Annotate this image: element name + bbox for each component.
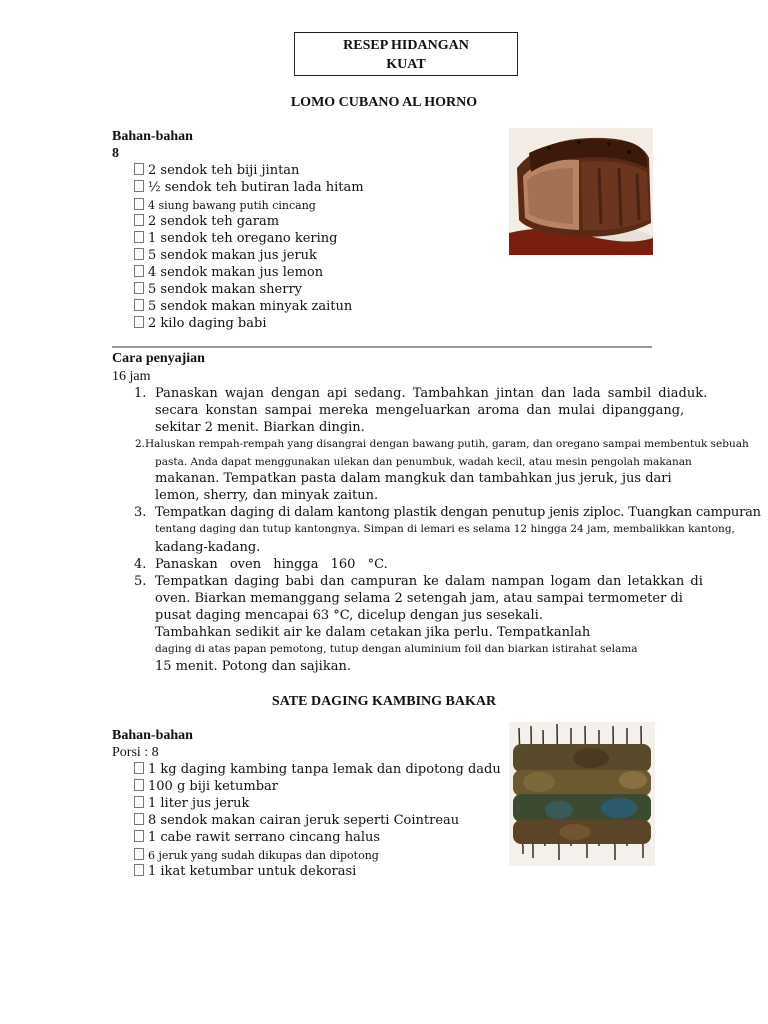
checkbox-icon <box>134 864 144 876</box>
step-text: lemon, sherry, dan minyak zaitun. <box>155 488 379 503</box>
ingredient-item: 1 sendok teh oregano kering <box>134 231 338 246</box>
recipe2-servings: Porsi : 8 <box>112 745 159 760</box>
step-text: Panaskan oven hingga 160 °C. <box>155 557 388 572</box>
step-text: Tempatkan daging di dalam kantong plastik dengan penutup jenis ziploc. Tuangkan campuran <box>155 505 761 520</box>
ingredient-item: 2 sendok teh biji jintan <box>134 163 299 178</box>
step-text: oven. Biarkan memanggang selama 2 setengah jam, atau sampai termometer di <box>155 591 683 606</box>
checkbox-icon <box>134 299 144 311</box>
checkbox-icon <box>134 282 144 294</box>
recipe1-title: LOMO CUBANO AL HORNO <box>290 95 478 110</box>
checkbox-icon <box>134 214 144 226</box>
step-text: tentang daging dan tutup kantongnya. Simpan di lemari es selama 12 hingga 24 jam, membalikkan kantong, <box>155 523 735 535</box>
satay-illustration <box>509 722 655 866</box>
recipe1-method-label: Cara penyajian <box>112 351 205 366</box>
ingredient-item: 5 sendok makan minyak zaitun <box>134 299 352 314</box>
step-number: 3. <box>134 505 147 520</box>
step-number: 4. <box>134 557 147 572</box>
recipe2-ingredients-label: Bahan-bahan <box>112 728 193 743</box>
ingredient-item: 1 kg daging kambing tanpa lemak dan dipotong dadu <box>134 762 501 777</box>
ingredient-item: ½ sendok teh butiran lada hitam <box>134 180 364 195</box>
ingredient-item: 4 sendok makan jus lemon <box>134 265 323 280</box>
title-line-2: KUAT <box>386 57 426 72</box>
step-text: sekitar 2 menit. Biarkan dingin. <box>155 420 365 435</box>
checkbox-icon <box>134 180 144 192</box>
step-text: pusat daging mencapai 63 °C, dicelup dengan jus sesekali. <box>155 608 543 623</box>
checkbox-icon <box>134 198 144 210</box>
step-text: kadang-kadang. <box>155 540 261 555</box>
lamb-satay-image <box>509 722 655 866</box>
ingredient-item: 4 siung bawang putih cincang <box>134 198 316 212</box>
checkbox-icon <box>134 762 144 774</box>
ingredient-item: 2 kilo daging babi <box>134 316 267 331</box>
step-text: 2.Haluskan rempah-rempah yang disangrai dengan bawang putih, garam, dan oregano sampai membentuk sebuah <box>135 438 749 450</box>
ingredient-item: 1 cabe rawit serrano cincang halus <box>134 830 380 845</box>
step-text: makanan. Tempatkan pasta dalam mangkuk dan tambahkan jus jeruk, jus dari <box>155 471 672 486</box>
step-text: Panaskan wajan dengan api sedang. Tambahkan jintan dan lada sambil diaduk. <box>155 386 708 401</box>
checkbox-icon <box>134 848 144 860</box>
ingredient-item: 8 sendok makan cairan jeruk seperti Cointreau <box>134 813 459 828</box>
recipe1-ingredients-label: Bahan-bahan <box>112 129 193 144</box>
step-text: 15 menit. Potong dan sajikan. <box>155 659 351 674</box>
document-title-box <box>294 32 518 76</box>
checkbox-icon <box>134 779 144 791</box>
checkbox-icon <box>134 796 144 808</box>
roast-pork-illustration <box>509 128 653 255</box>
checkbox-icon <box>134 248 144 260</box>
checkbox-icon <box>134 163 144 175</box>
title-line-1: RESEP HIDANGAN <box>343 38 469 53</box>
ingredient-item: 5 sendok makan sherry <box>134 282 302 297</box>
section-divider <box>112 346 652 348</box>
step-number: 5. <box>134 574 147 589</box>
ingredient-item: 6 jeruk yang sudah dikupas dan dipotong <box>134 848 379 862</box>
recipe2-title: SATE DAGING KAMBING BAKAR <box>271 694 497 709</box>
checkbox-icon <box>134 813 144 825</box>
recipe1-time: 16 jam <box>112 369 151 384</box>
step-text: Tambahkan sedikit air ke dalam cetakan jika perlu. Tempatkanlah <box>155 625 591 640</box>
recipe1-servings: 8 <box>112 146 119 161</box>
ingredient-item: 5 sendok makan jus jeruk <box>134 248 317 263</box>
step-text: daging di atas papan pemotong, tutup dengan aluminium foil dan biarkan istirahat selama <box>155 643 638 655</box>
step-number: 1. <box>134 386 147 401</box>
checkbox-icon <box>134 830 144 842</box>
ingredient-item: 1 ikat ketumbar untuk dekorasi <box>134 864 356 879</box>
step-text: Tempatkan daging babi dan campuran ke dalam nampan logam dan letakkan di <box>155 574 703 589</box>
ingredient-item: 100 g biji ketumbar <box>134 779 278 794</box>
checkbox-icon <box>134 316 144 328</box>
checkbox-icon <box>134 265 144 277</box>
ingredient-item: 2 sendok teh garam <box>134 214 279 229</box>
ingredient-item: 1 liter jus jeruk <box>134 796 249 811</box>
step-text: pasta. Anda dapat menggunakan ulekan dan penumbuk, wadah kecil, atau mesin pengolah makanan <box>155 456 692 468</box>
checkbox-icon <box>134 231 144 243</box>
roast-pork-image <box>509 128 653 255</box>
step-text: secara konstan sampai mereka mengeluarkan aroma dan mulai dipanggang, <box>155 403 685 418</box>
